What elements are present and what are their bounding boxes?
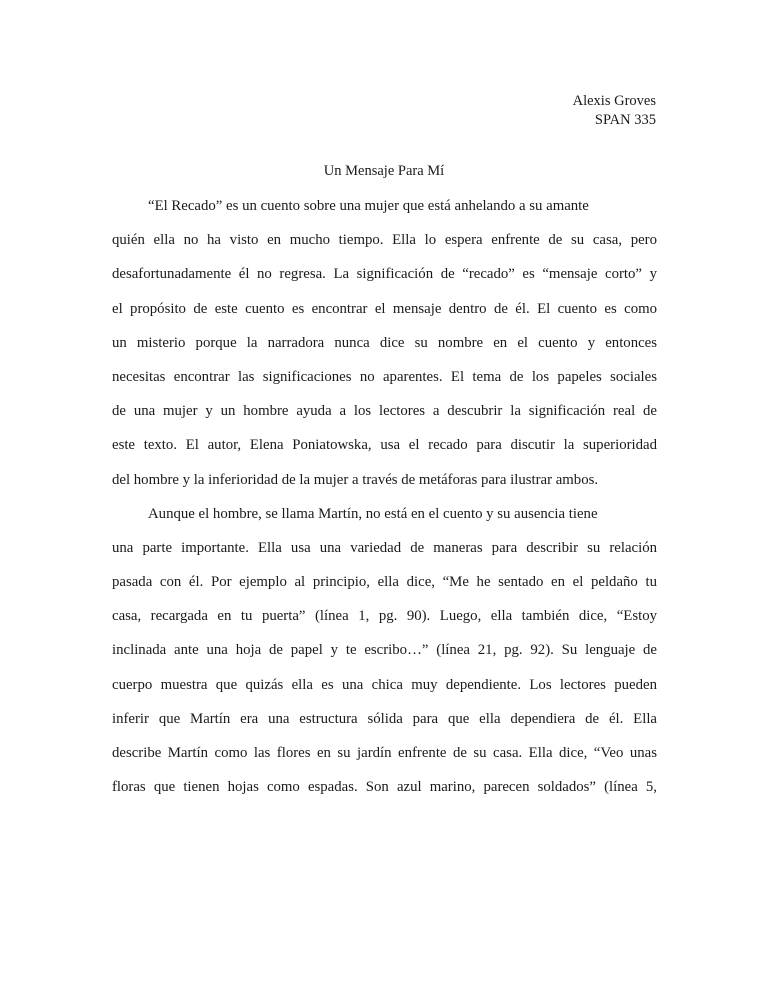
text-line: “El Recado” es un cuento sobre una mujer que está anhelando a su amante bbox=[148, 198, 589, 214]
text-line: casa, recargada en tu puerta” (línea 1, pg. 90). Luego, ella también dice, “Estoy bbox=[112, 608, 657, 625]
course-code: SPAN 335 bbox=[594, 112, 656, 128]
text-line: cuerpo muestra que quizás ella es una chica muy dependiente. Los lectores pueden bbox=[112, 676, 657, 693]
author-name: Alexis Groves bbox=[572, 93, 656, 109]
text-line: de una mujer y un hombre ayuda a los lectores a descubrir la significación real de bbox=[112, 403, 657, 420]
author-header bbox=[573, 92, 656, 130]
essay-body bbox=[112, 196, 657, 811]
text-line: inclinada ante una hoja de papel y te escribo…” (línea 21, pg. 92). Su lenguaje de bbox=[112, 642, 657, 659]
text-line: este texto. El autor, Elena Poniatowska, usa el recado para discutir la superioridad bbox=[112, 437, 657, 454]
text-line: desafortunadamente él no regresa. La significación de “recado” es “mensaje corto” y bbox=[112, 266, 657, 283]
text-line: inferir que Martín era una estructura sólida para que ella dependiera de él. Ella bbox=[112, 710, 657, 727]
text-line: un misterio porque la narradora nunca dice su nombre en el cuento y entonces bbox=[112, 334, 657, 351]
essay-title: Un Mensaje Para Mí bbox=[323, 163, 445, 179]
text-line: una parte importante. Ella usa una variedad de maneras para describir su relación bbox=[112, 539, 657, 556]
text-line: describe Martín como las flores en su jardín enfrente de su casa. Ella dice, “Veo unas bbox=[112, 745, 657, 761]
text-line: floras que tienen hojas como espadas. Son azul marino, parecen soldados” (línea 5, bbox=[112, 779, 657, 796]
text-line: pasada con él. Por ejemplo al principio, ella dice, “Me he sentado en el peldaño tu bbox=[112, 574, 657, 591]
text-line: necesitas encontrar las significaciones no aparentes. El tema de los papeles sociales bbox=[112, 368, 657, 385]
text-line: quién ella no ha visto en mucho tiempo. Ella lo espera enfrente de su casa, pero bbox=[112, 232, 657, 249]
text-line: del hombre y la inferioridad de la mujer a través de metáforas para ilustrar ambos. bbox=[112, 471, 599, 488]
text-line: el propósito de este cuento es encontrar el mensaje dentro de él. El cuento es como bbox=[112, 300, 657, 317]
text-line: Aunque el hombre, se llama Martín, no está en el cuento y su ausencia tiene bbox=[148, 505, 598, 522]
